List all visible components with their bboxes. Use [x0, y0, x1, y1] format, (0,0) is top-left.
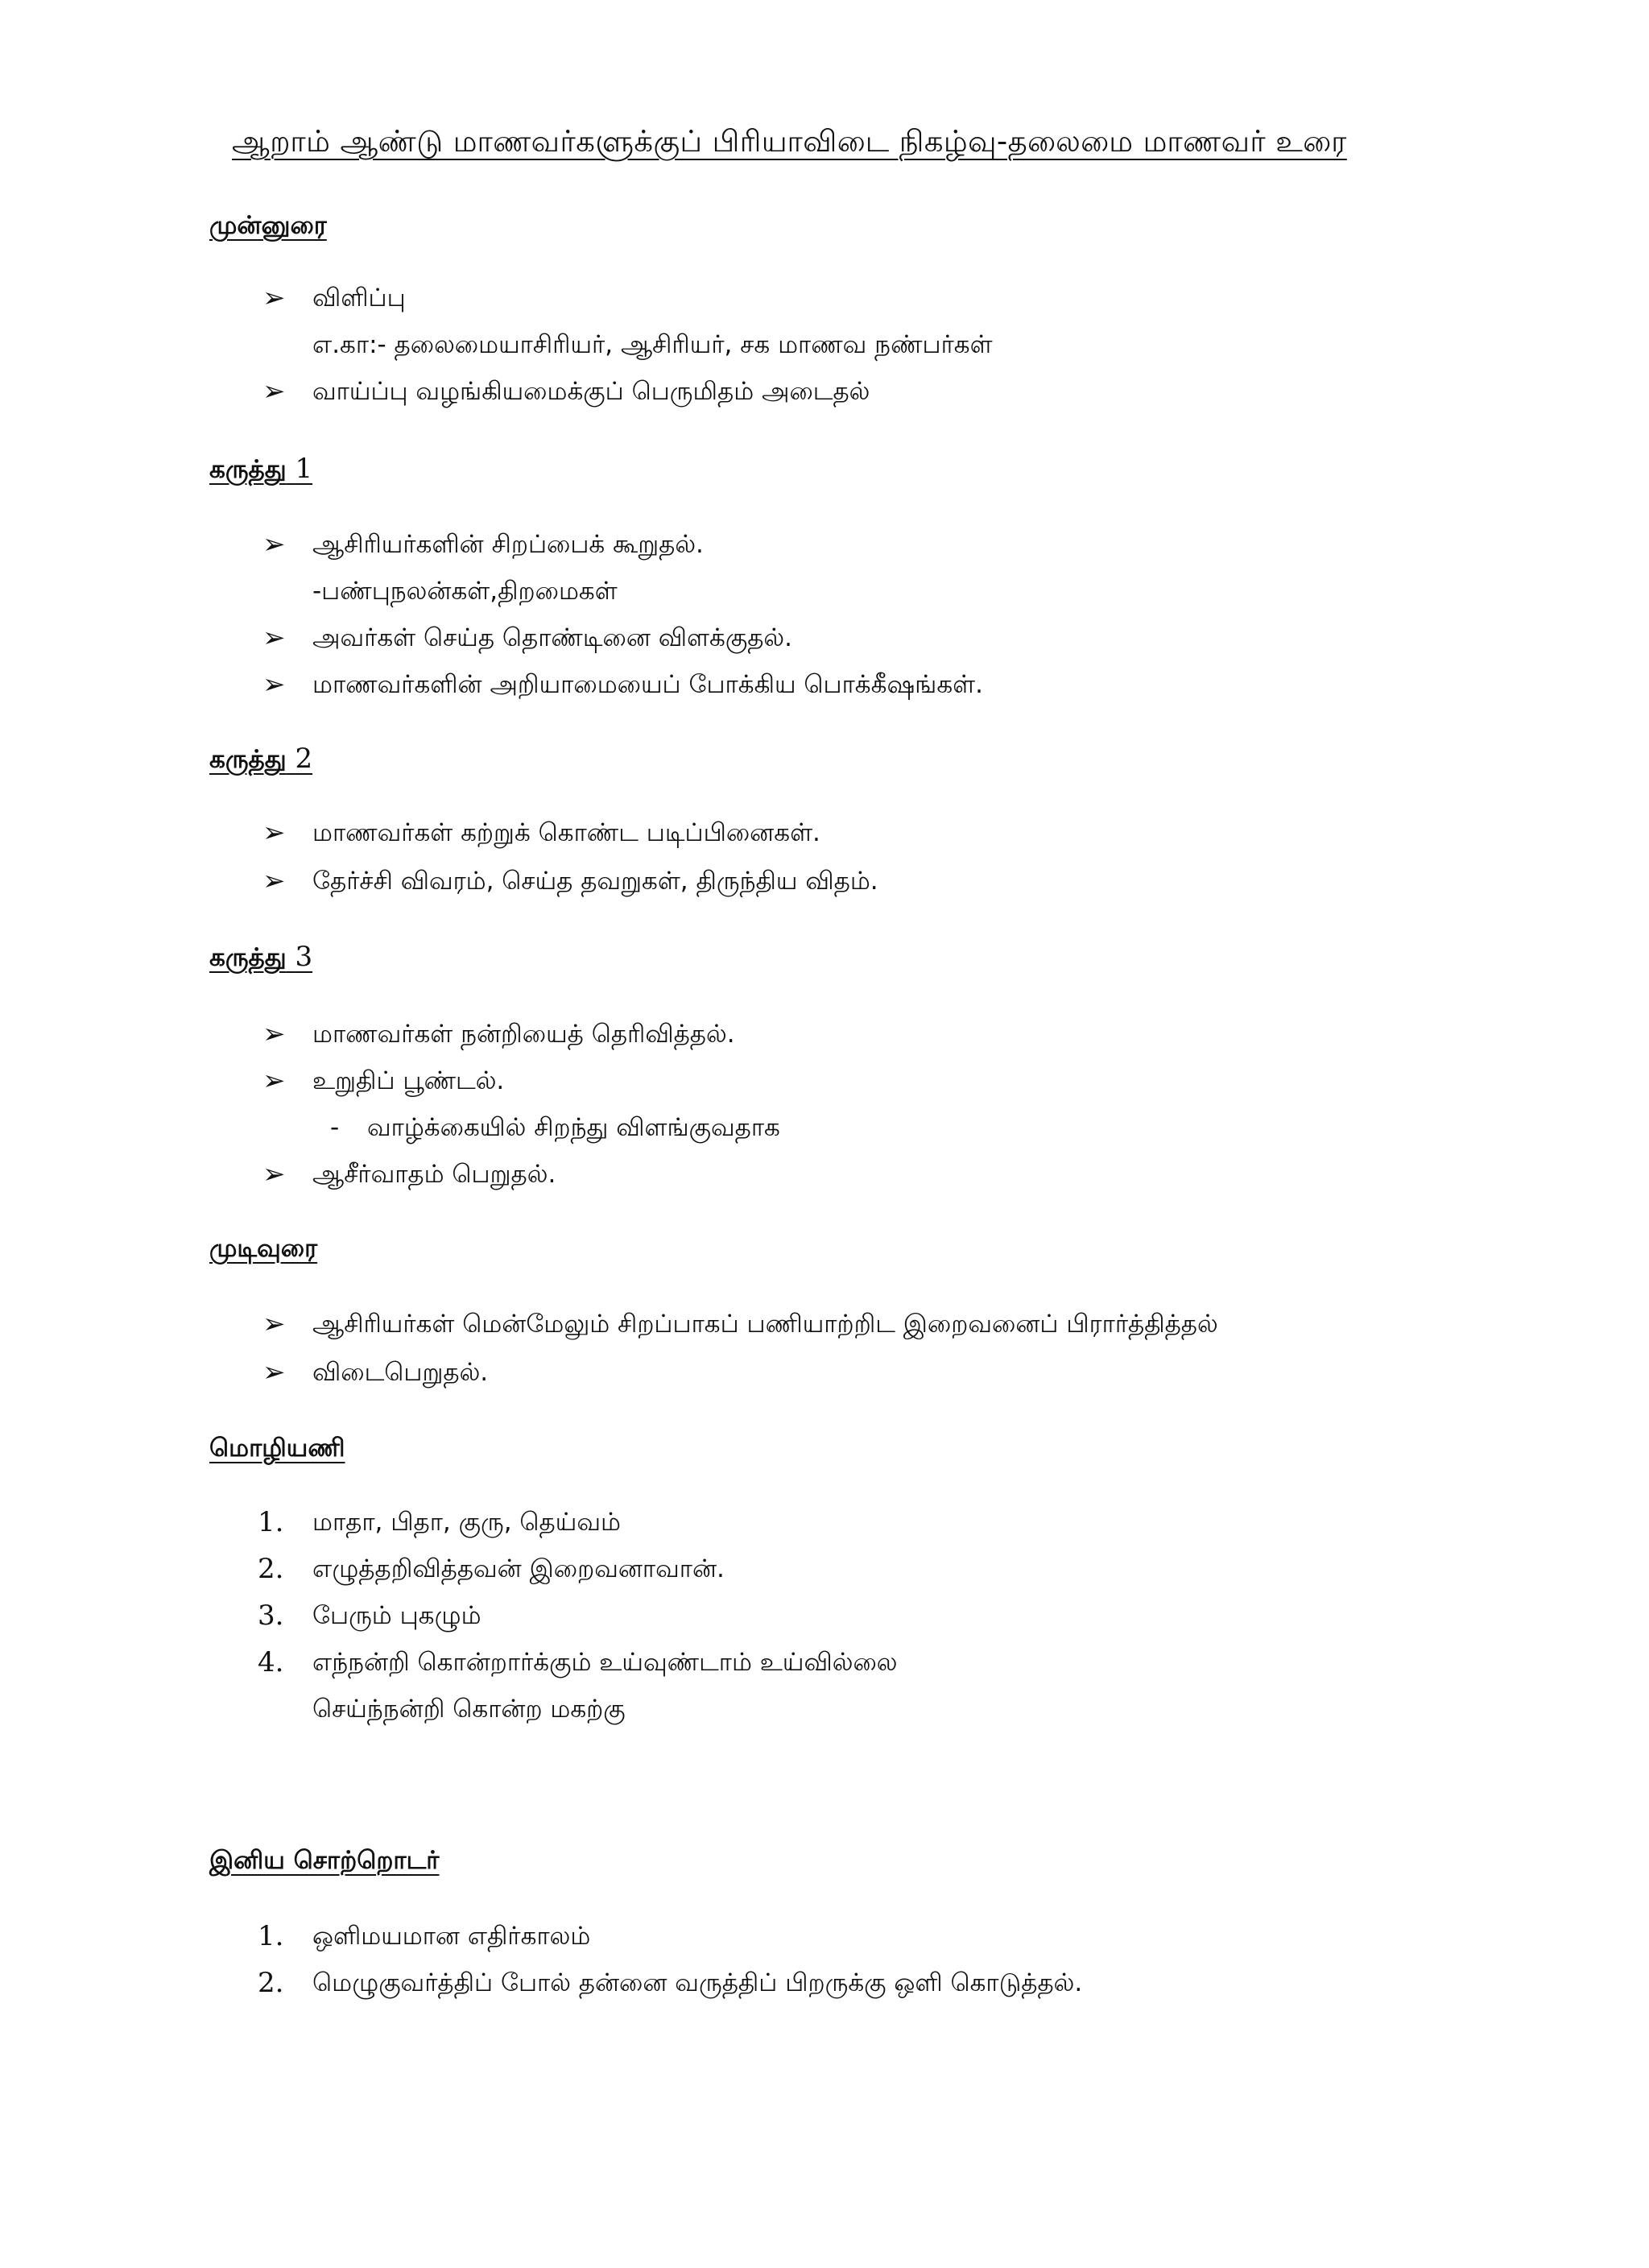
- bullet-icon: ➢: [262, 375, 286, 408]
- bullet-icon: ➢: [262, 1308, 286, 1340]
- point3-item-1: மாணவர்கள் நன்றியைத் தெரிவித்தல்.: [312, 1020, 735, 1049]
- phrases-item-1: ஒளிமயமான எதிர்காலம்: [312, 1922, 591, 1951]
- point1-heading-number: 1: [295, 453, 313, 485]
- intro-heading: முன்னுரை: [209, 211, 327, 240]
- point3-heading-label: கருத்து: [209, 943, 287, 972]
- point2-heading-number: 2: [295, 743, 313, 775]
- point3-heading: [209, 939, 312, 975]
- point3-item-3: ஆசீர்வாதம் பெறுதல்.: [312, 1160, 556, 1189]
- idioms-item-2-label: 2.: [258, 1553, 284, 1585]
- point1-heading: [209, 451, 312, 487]
- intro-item-1: விளிப்பு: [312, 284, 406, 312]
- idioms-item-2: எழுத்தறிவித்தவன் இறைவனாவான்.: [312, 1554, 725, 1583]
- phrases-item-1-label: 1.: [258, 1920, 284, 1952]
- bullet-icon: ➢: [262, 1356, 286, 1389]
- point2-heading: [209, 741, 312, 777]
- point1-heading-label: கருத்து: [209, 455, 287, 484]
- point2-heading-label: கருத்து: [209, 745, 287, 774]
- conclusion-item-2: விடைபெறுதல்.: [312, 1358, 489, 1387]
- point3-item-2: உறுதிப் பூண்டல்.: [312, 1066, 505, 1095]
- bullet-icon: ➢: [262, 1158, 286, 1190]
- point3-item-2-sub: வாழ்க்கையில் சிறந்து விளங்குவதாக: [367, 1113, 780, 1142]
- idioms-item-3: பேரும் புகழும்: [312, 1601, 481, 1630]
- idioms-item-1: மாதா, பிதா, குரு, தெய்வம்: [312, 1508, 621, 1537]
- point1-item-3: மாணவர்களின் அறியாமையைப் போக்கிய பொக்கீஷங்கள்.: [312, 670, 983, 699]
- bullet-icon: ➢: [262, 865, 286, 897]
- phrases-heading: இனிய சொற்றொடர்: [209, 1846, 440, 1875]
- conclusion-item-1: ஆசிரியர்கள் மென்மேலும் சிறப்பாகப் பணியாற்றிட இறைவனைப் பிரார்த்தித்தல்: [312, 1310, 1218, 1339]
- point1-item-2: அவர்கள் செய்த தொண்டினை விளக்குதல்.: [312, 623, 792, 652]
- bullet-icon: ➢: [262, 622, 286, 654]
- document-title: ஆறாம் ஆண்டு மாணவர்களுக்குப் பிரியாவிடை நிகழ்வு-தலைமை மாணவர் உரை: [232, 124, 1347, 159]
- point3-item-2-dash: -: [330, 1113, 340, 1142]
- intro-item-2: வாய்ப்பு வழங்கியமைக்குப் பெருமிதம் அடைதல்: [312, 377, 870, 406]
- idioms-heading: மொழியணி: [209, 1434, 345, 1463]
- point1-item-1-sub: -பண்புநலன்கள்,திறமைகள்: [312, 577, 618, 606]
- point3-heading-number: 3: [295, 941, 313, 973]
- bullet-icon: ➢: [262, 528, 286, 561]
- phrases-item-2-label: 2.: [258, 1967, 284, 1999]
- idioms-item-4: எந்நன்றி கொன்றார்க்கும் உய்வுண்டாம் உய்வில்லை: [312, 1648, 898, 1677]
- bullet-icon: ➢: [262, 817, 286, 849]
- phrases-item-2: மெழுகுவர்த்திப் போல் தன்னை வருத்திப் பிறருக்கு ஒளி கொடுத்தல்.: [312, 1968, 1083, 1997]
- point1-item-1: ஆசிரியர்களின் சிறப்பைக் கூறுதல்.: [312, 530, 704, 559]
- idioms-item-4-label: 4.: [258, 1646, 284, 1678]
- point2-item-1: மாணவர்கள் கற்றுக் கொண்ட படிப்பினைகள்.: [312, 818, 820, 847]
- bullet-icon: ➢: [262, 1018, 286, 1050]
- idioms-item-1-label: 1.: [258, 1506, 284, 1538]
- bullet-icon: ➢: [262, 668, 286, 701]
- point2-item-2: தேர்ச்சி விவரம், செய்த தவறுகள், திருந்திய விதம்.: [312, 867, 878, 896]
- intro-item-1-sub: எ.கா:- தலைமையாசிரியர், ஆசிரியர், சக மாணவ நண்பர்கள்: [312, 330, 993, 359]
- conclusion-heading: முடிவுரை: [209, 1234, 318, 1263]
- bullet-icon: ➢: [262, 282, 286, 314]
- bullet-icon: ➢: [262, 1065, 286, 1097]
- idioms-item-3-label: 3.: [258, 1600, 284, 1632]
- idioms-item-4-sub: செய்ந்நன்றி கொன்ற மகற்கு: [312, 1695, 626, 1724]
